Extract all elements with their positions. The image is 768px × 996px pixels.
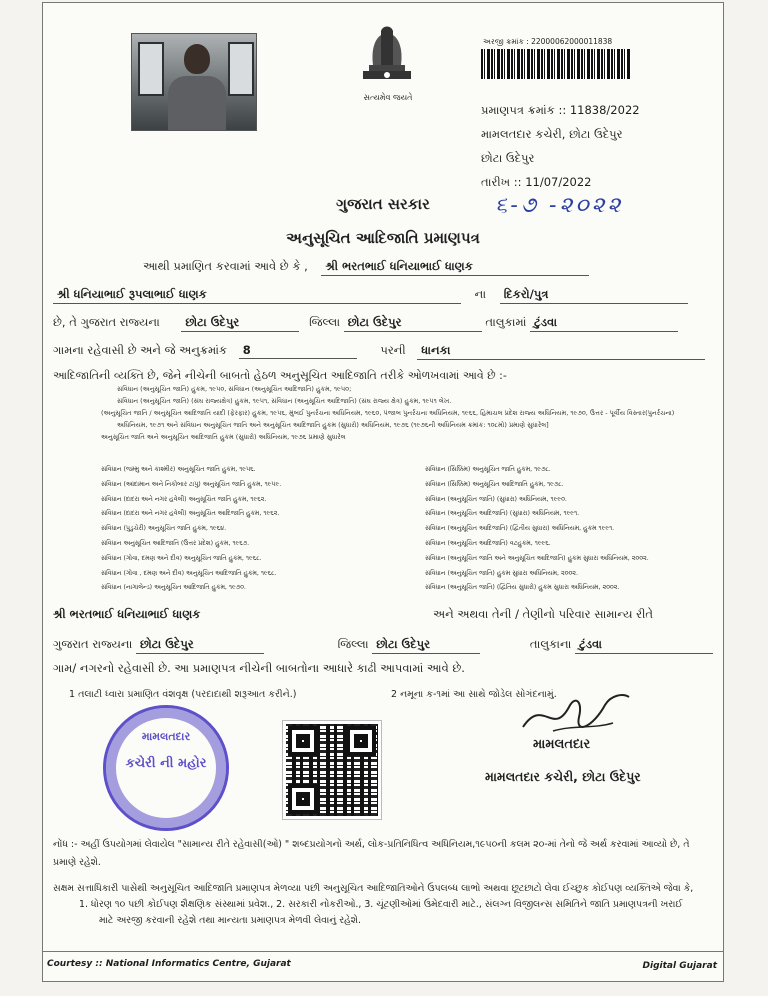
second-taluka-value: ટુંડવા	[575, 637, 713, 654]
application-number: અરજી ક્રમાંક : 22000062000011838	[483, 37, 613, 46]
second-applicant-name: શ્રી ભરતભાઈ ધનિયાભાઈ ધાણક	[53, 607, 201, 621]
certificate-title: અનુસૂચિત આદિજાતિ પ્રમાણપત્ર	[286, 229, 480, 247]
footer-courtesy: Courtesy :: National Informatics Centre, Gujarat	[47, 959, 291, 969]
tribe-name: ધાનકા	[417, 343, 705, 360]
basis-item-2: 2 નમૂના ક-૧માં આ સાથે જોડેલ સોગંદનામું.	[391, 689, 557, 700]
second-state-prefix: ગુજરાત રાજ્યના	[53, 637, 133, 651]
intro-line	[143, 259, 703, 276]
district-value: છોટા ઉદેપુર	[344, 315, 482, 332]
order-right-6: સંવિધાન (અનુસૂચિત જાતિ અને અનુસૂચિત આદિજાતિ) હુકમ સુધારા અધિનિયમ, ૨૦૦૨.	[425, 554, 649, 562]
order-top-0: સંવિધાન (અનુસૂચિત જાતિ) હુકમ, ૧૯૫૦, સંવિધાન (અનુસૂચિત આદિજાતિ) હુકમ, ૧૯૫૦;	[117, 385, 352, 393]
order-right-5: સંવિધાન (અનુસૂચિત આદિજાતિ) વટહુકમ, ૧૯૯૬.	[425, 539, 551, 547]
signature-icon	[513, 687, 633, 743]
order-left-0: સંવિધાન (જમ્મુ અને કાશ્મીર) અનુસૂચિત જાતિ હુકમ, ૧૯૫૬.	[101, 466, 256, 473]
order-right-1: સંવિધાન (સિક્કિમ) અનુસૂચિત આદિજાતિ હુકમ, ૧૯૭૮.	[425, 480, 564, 488]
national-emblem-icon	[355, 19, 419, 89]
second-district-label: જિલ્લા	[337, 637, 369, 651]
emblem-motto: સત્યમેવ જયતે	[363, 93, 413, 102]
issuing-office: મામલતદાર કચેરી, છોટા ઉદેપુર	[481, 127, 623, 141]
order-left-7: સંવિધાન (ગોવા , દમણ અને દીવ) અનુસૂચિત આદિજાતિ હુકમ, ૧૯૬૮.	[101, 569, 277, 577]
second-name-line	[53, 607, 713, 622]
note-1: નોંધ :- અહીં ઉપયોગમાં લેવાયેલ "સામાન્ય રીતે રહેવાસી(ઓ) " શબ્દપ્રયોગનો અર્થ, લોક-પ્રતિનિધિત્વ અધિનિયમ,૧૯૫૦ની કલમ ૨૦-માં તેનો જે અર્થ કરવામાં આવ્યો છે, તે	[53, 839, 690, 850]
government-title: ગુજરાત સરકાર	[336, 195, 430, 213]
order-right-4: સંવિધાન (અનુસૂચિત આદિજાતિ) (દ્વિતીય સુધારા) અધિનિયમ, હુકમ ૧૯૯૧.	[425, 525, 615, 533]
order-right-2: સંવિધાન (અનુસૂચિત જાતિ) (સુધારા) અધિનિયમ, ૧૯૯૦.	[425, 495, 567, 503]
footer-brand: Digital Gujarat	[642, 961, 717, 971]
relation: દિકરો/પુત્ર	[500, 287, 688, 304]
orders-left-column	[101, 463, 391, 596]
family-text: અને અથવા તેની / તેણીનો પરિવાર સામાન્ય રીતે	[433, 607, 654, 621]
note-1b: પ્રમાણે રહેશે.	[53, 857, 101, 868]
serial-number: 8	[239, 343, 357, 359]
barcode	[481, 49, 631, 79]
na-text: ના	[474, 287, 487, 301]
order-left-6: સંવિધાન (ગોવા, દમણ અને દીવ) અનુસૂચિત જાતિ હુકમ, ૧૯૬૮.	[101, 554, 262, 562]
order-left-1: સંવિધાન (આંદામાન અને નિકોબાર ટાપુ) અનુસૂચિત જાતિ હુકમ, ૧૯૫૯.	[101, 480, 282, 488]
order-right-8: સંવિધાન (અનુસૂચિત જાતિ) (દ્વિતિય સુધારો) હુકમ સુધારા અધિનિયમ, ૨૦૦૨.	[425, 584, 620, 592]
district-label: જિલ્લા	[309, 315, 341, 329]
handwritten-date: ૬-૭ -૨૦૨૨	[495, 193, 624, 218]
footer-divider	[43, 951, 723, 952]
office-seal-stamp	[103, 705, 229, 831]
order-right-3: સંવિધાન (અનુસૂચિત આદિજાતિ) (સુધારા) અધિનિયમ, ૧૯૯૧.	[425, 510, 580, 518]
adijati-line: આદિજાતિની વ્યક્તિ છે, જેને નીચેની બાબતો હેઠળ અનુસૂચિત આદિજાતિ તરીકે ઓળખવામાં આવે છે :-	[53, 369, 507, 382]
note-2: સક્ષમ સત્તાધિકારી પાસેથી અનુસૂચિત આદિજાતિ પ્રમાણપત્ર મેળવ્યા પછી અનુસૂચિત આદિજાતિઓને ઉપલબ્ધ લાભો અથવા છૂટછાટો લેવા ઈચ્છુક કોઈપણ વ્યક્તિએ જેવા કે,	[53, 883, 694, 894]
qr-code	[283, 721, 381, 819]
second-district-name: છોટા ઉદેપુર	[136, 637, 264, 654]
basis-item-1: 1 તલાટી ધ્વારા પ્રમાણિત વંશવૃક્ષ (પરદાદાથી શરૂઆત કરીને.)	[69, 689, 297, 700]
taluka-value: ટુંડવા	[530, 315, 678, 332]
applicant-name: શ્રી ભરતભાઈ ધનિયાભાઈ ધાણક	[321, 259, 589, 276]
stamp-line-1: મામલતદાર	[141, 730, 191, 743]
applicant-photo	[131, 33, 257, 131]
order-left-2: સંવિધાન (દાદરા અને નગર હવેલી) અનુસૂચિત જાતિ હુકમ, ૧૯૬૨.	[101, 495, 267, 503]
second-taluka-label: તાલુકાના	[529, 637, 572, 651]
order-left-3: સંવિધાન (દાદરા અને નગર હવેલી) અનુસૂચિત આદિજાતિ હુકમ, ૧૯૬૨.	[101, 510, 280, 518]
order-left-4: સંવિધાન (પુડુચેરી) અનુસૂચિત જાતિ હુકમ, ૧૯૬૪.	[101, 525, 227, 533]
tribe-label: પરની	[380, 343, 406, 357]
order-top-1: સંવિધાન (અનુસૂચિત જાતિ) (સંઘ રાજ્યક્ષેત્ર) હુકમ, ૧૯૫૧, સંવિધાન (અનુસૂચિત આદિજાતિ) (સંઘ રાજ્ય ક્ષેત્ર) હુકમ, ૧૯૫૧ લેખ.	[117, 397, 452, 405]
order-top-3: અધિનિયમ, ૧૯૭૧ અને સંવિધાન અનુસૂચિત જાતિ અને અનુસૂચિત આદિજાતિ હુકમ (સુધારો) અધિનિયમ, ૧૯૭૬ (૧૯૭૬ની અધિનિયમ ક્રમાંક: ૧૦૮મો) પ્રમાણે સુધારેલ]	[117, 421, 549, 429]
order-right-7: સંવિધાન (અનુસૂચિત જાતિ) હુકમ સુધારા અધિનિયમ, ૨૦૦૨.	[425, 569, 578, 577]
order-right-0: સંવિધાન (સિક્કિમ) અનુસૂચિત જાતિ હુકમ, ૧૯૭૮.	[425, 466, 551, 473]
orders-right-column	[425, 463, 715, 596]
signatory-title: મામલતદાર	[533, 737, 591, 752]
certificate-number: પ્રમાણપત્ર ક્રમાંક :: 11838/2022	[481, 103, 640, 117]
certificate-sheet	[42, 2, 724, 982]
serial-line	[53, 343, 713, 360]
order-top-4: અનુસૂચિત જાતિ અને અનુસૂચિત આદિજાતિ હુકમ (સુધારો) અધિનિયમ, ૧૯૭૬ પ્રમાણે સુધારેલ	[101, 433, 346, 441]
order-left-8: સંવિધાન (નાગાલેન્ડ) અનુસૂચિત આદિજાતિ હુકમ, ૧૯૭૦.	[101, 584, 246, 592]
signatory-office: મામલતદાર કચેરી, છોટા ઉદેપુર	[485, 769, 641, 784]
second-village-line: ગામ/ નગરનો રહેવાસી છે. આ પ્રમાણપત્ર નીચેની બાબતોના આધારે કાઢી આપવામાં આવે છે.	[53, 661, 465, 675]
residence-line	[53, 315, 713, 332]
stamp-line-2: કચેરી ની મહોર	[125, 756, 207, 771]
second-residence-line	[53, 637, 713, 654]
parent-line	[53, 287, 713, 304]
intro-text: આથી પ્રમાણિત કરવામાં આવે છે કે ,	[143, 259, 308, 273]
note-3: 1. ધોરણ ૧૦ પછી કોઈપણ શૈક્ષણિક સંસ્થામાં પ્રવેશ., 2. સરકારી નોકરીઓ., 3. ચૂંટણીઓમાં ઉમેદવારી માટે., સંલગ્ન વિજીલન્સ સમિતિને જાતિ પ્રમાણપત્રની ખરાઈ	[79, 899, 683, 910]
order-left-5: સંવિધાન અનુસૂચિત આદિજાતિ (ઉત્તર પ્રદેશ) હુકમ, ૧૯૬૭.	[101, 539, 250, 547]
taluka-label: તાલુકામાં	[485, 315, 527, 329]
order-top-2: (અનુસૂચિત જાતિ / અનુસૂચિત આદિજાતિ યાદી (ફેરફાર) હુકમ, ૧૯૫૬, મુંબઈ પુનર્રચના અધિનિયમ, ૧૯૬૦, પંજાબ પુનર્રચના અધિનિયમ, ૧૯૬૬, હિમાચલ પ્રદેશ રાજ્ય અધિનિયમ, ૧૯૭૦, ઉત્તર - પૂર્વીય વિસ્તાર(પુનર્રચના)	[101, 409, 675, 417]
state-prefix: છે, તે ગુજરાત રાજ્યના	[53, 315, 160, 329]
village-prefix: ગામના રહેવાસી છે અને જે અનુક્રમાંક	[53, 343, 228, 357]
parent-name: શ્રી ધનિયાભાઈ રૂપલાભાઈ ધાણક	[53, 287, 461, 304]
district-name: છોટા ઉદેપુર	[181, 315, 299, 332]
second-district-value: છોટા ઉદેપુર	[372, 637, 480, 654]
orders-top	[101, 383, 719, 443]
issuing-place: છોટા ઉદેપુર	[481, 151, 535, 165]
issue-date: તારીખ :: 11/07/2022	[481, 175, 592, 189]
note-4: માટે અરજી કરવાની રહેશે તથા માન્યતા પ્રમાણપત્ર મેળવી લેવાનું રહેશે.	[99, 915, 361, 926]
